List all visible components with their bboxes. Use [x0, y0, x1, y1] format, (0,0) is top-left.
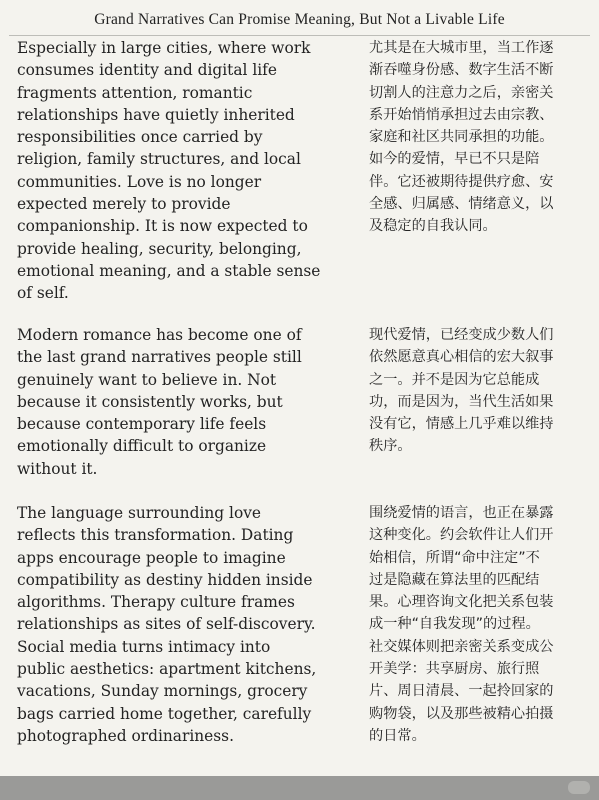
english-paragraph-3: The language surrounding love reflects this transformation. Dating apps encourage people to imagine compatibility as destiny hidden inside algorithms. Therapy culture frames relationships as sites of self-discovery. Social media turns intimacy into public aesthetics: apartment kitchens, vacations, Sunday mornings, grocery bags carried home together, carefully photographed ordinariness. [17, 504, 317, 745]
chinese-paragraph-1: 尤其是在大城市里，当工作逐 渐吞噬身份感、数字生活不断 切割人的注意力之后，亲密关 系开始悄悄承担过去由宗教、 家庭和社区共同承担的功能。 如今的爱情，早已不只是陪 伴。它还被期待提供疗愈、安 全感、归属感、情绪意义，以 及稳定的自我认同。 [369, 40, 554, 235]
chinese-paragraph-3: 围绕爱情的语言，也正在暴露 这种变化。约会软件让人们开 始相信，所谓“命中注定”不 过是隐藏在算法里的匹配结 果。心理咨询文化把关系包装 成一种“自我发现”的过程。 社交媒体则把亲密关系变成公 开美学：共享厨房、旅行照 片、周日清晨、一起拎回家的 购物袋，以及那些被精心拍摄 的日常。 [369, 505, 554, 744]
title-divider [9, 35, 590, 36]
chinese-paragraph-2: 现代爱情，已经变成少数人们 依然愿意真心相信的宏大叙事 之一。并不是因为它总能成 功，而是因为，当代生活如果 没有它，情感上几乎难以维持 秩序。 [369, 327, 554, 455]
english-paragraph-1: Especially in large cities, where work consumes identity and digital life fragments attention, romantic relationships have quietly inherited responsibilities once carried by religion, family structures, and local communities. Love is no longer expected merely to provide companionship. It is now expected to provide healing, security, belonging, emotional meaning, and a stable sense of self. [17, 39, 321, 303]
page-title: Grand Narratives Can Promise Meaning, But Not a Livable Life [94, 11, 505, 28]
watermark-icon [568, 781, 590, 794]
bottom-bar [0, 776, 599, 800]
english-paragraph-2: Modern romance has become one of the last grand narratives people still genuinely want to believe in. Not because it consistently works, but because contemporary life feels emotionally difficult to organize without it. [17, 326, 302, 478]
